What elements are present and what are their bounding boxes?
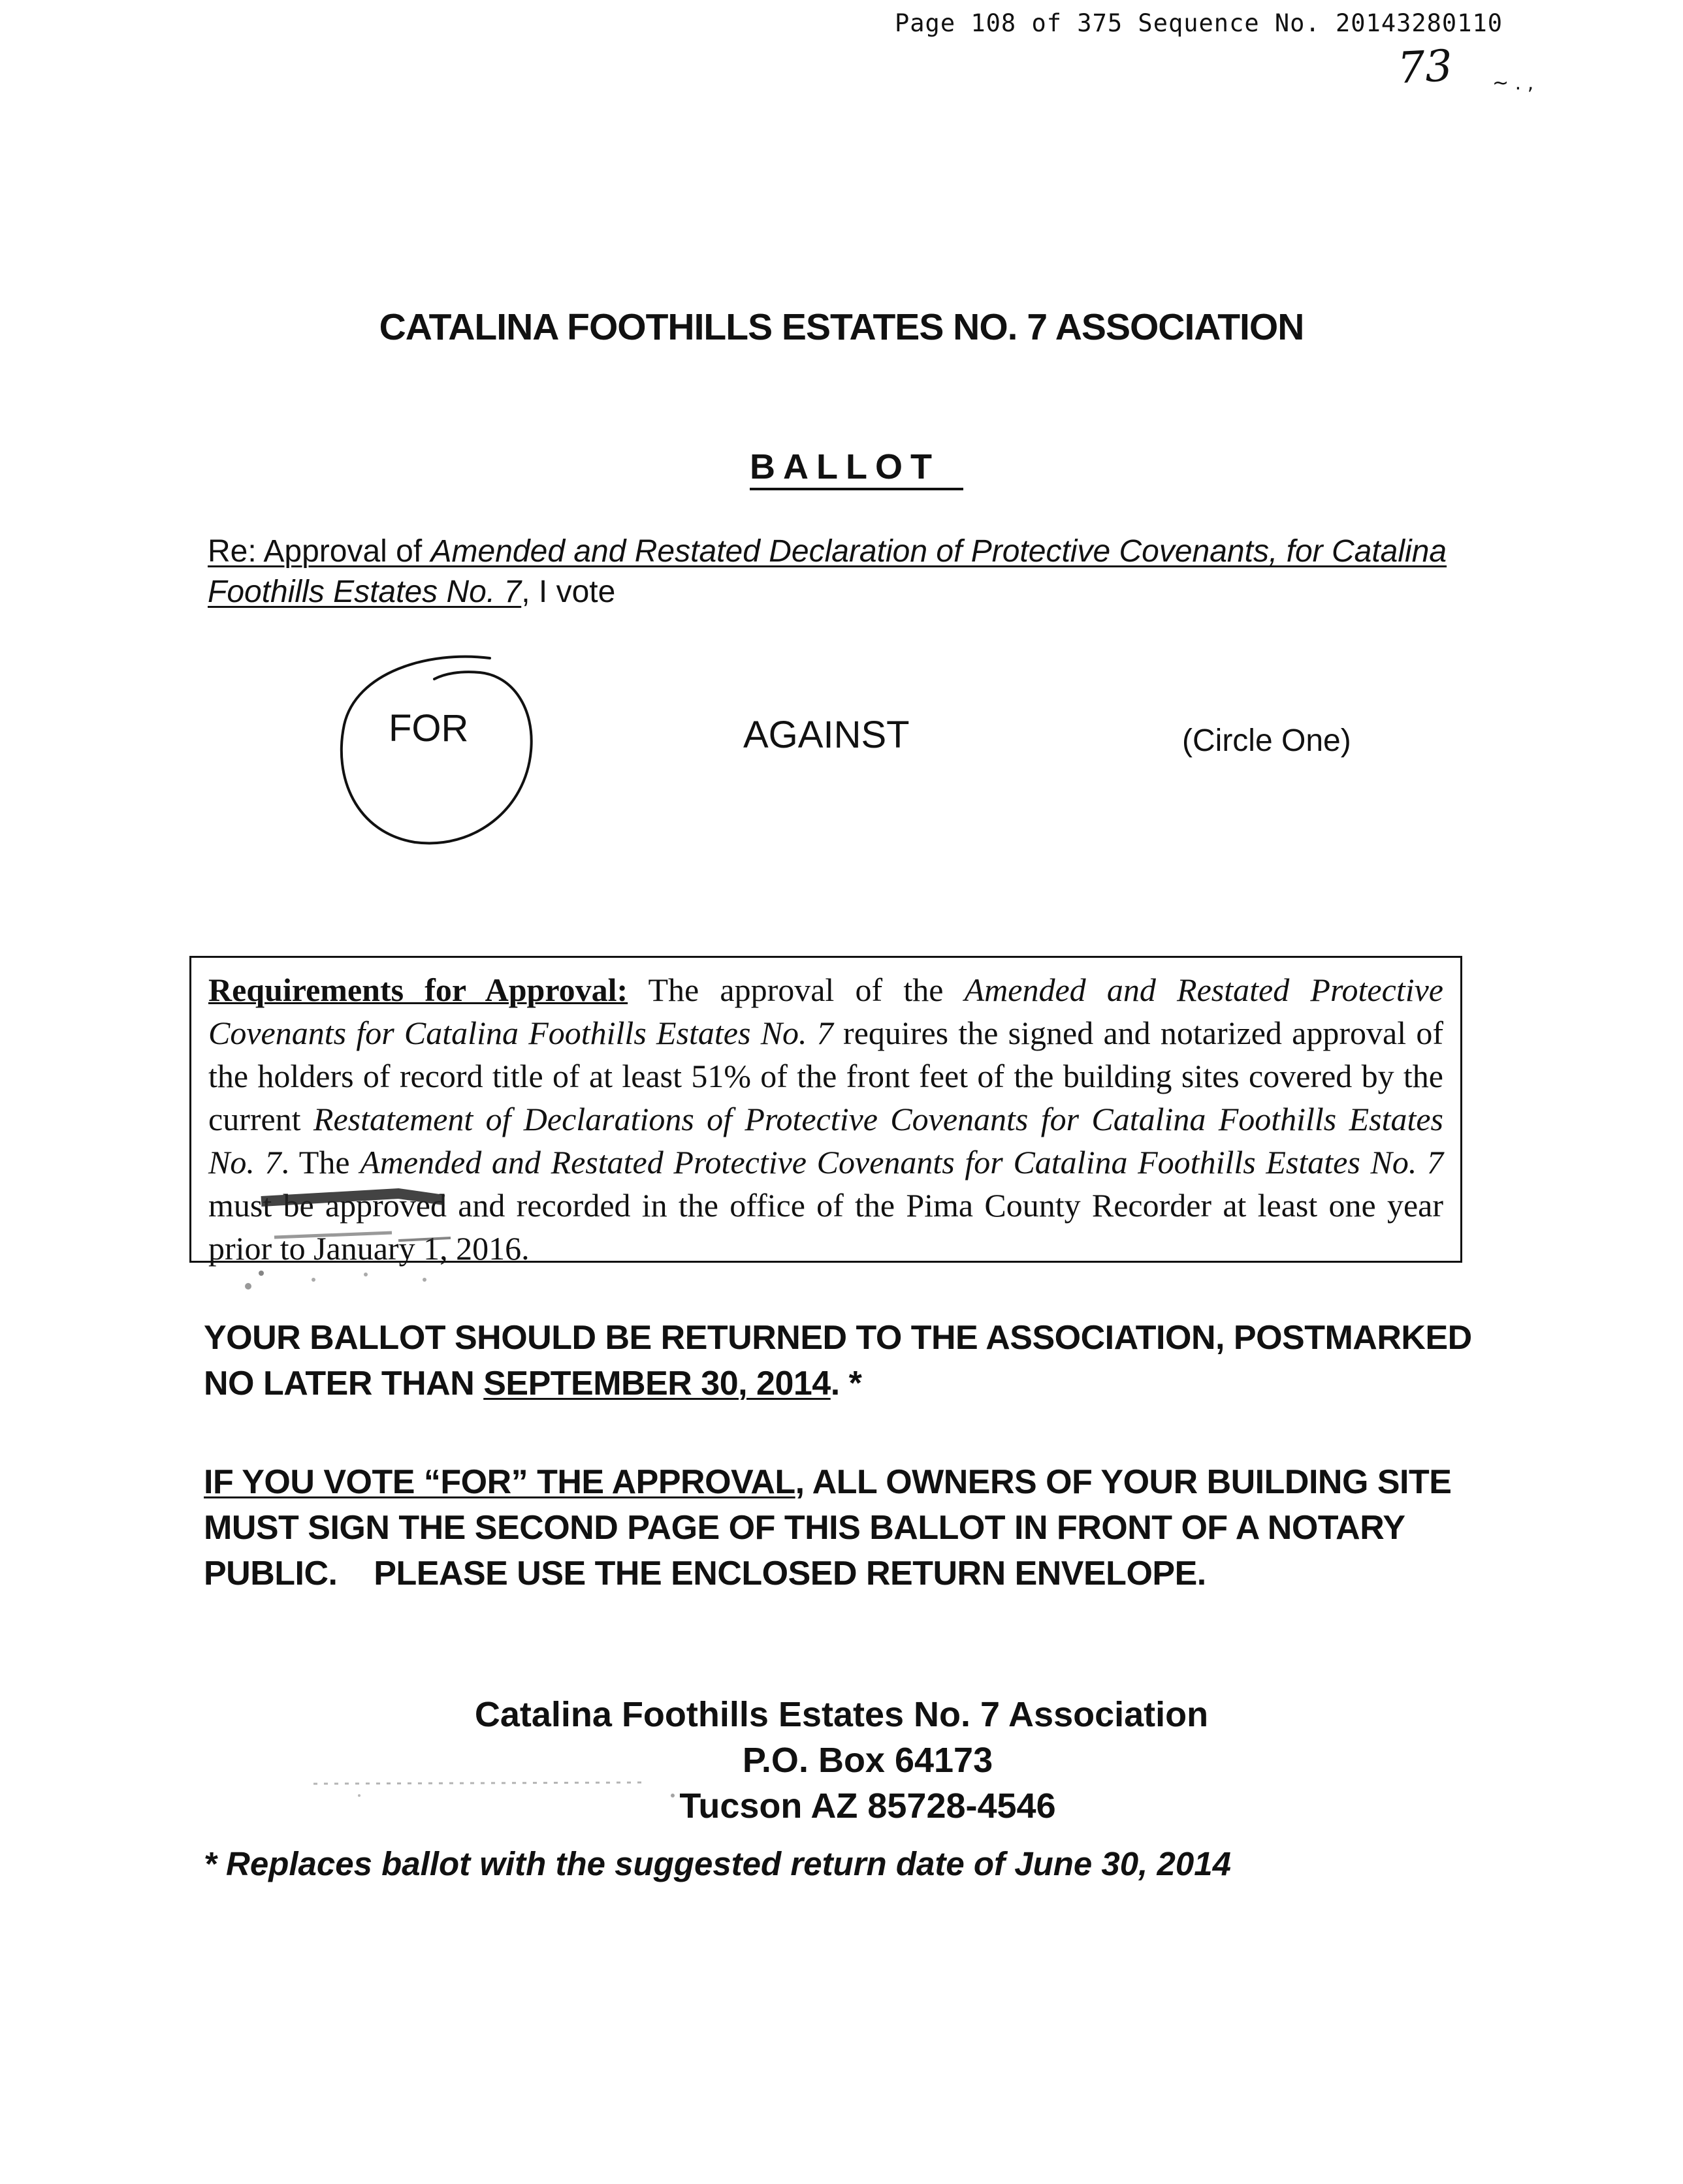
- requirements-doc-2: Restatement of Declarations of Protective Covenants for Catalina Foothills Estates No. 7: [208, 1101, 1444, 1180]
- approval-notice: [204, 1459, 1510, 1596]
- requirements-text-4: must be approved and recorded in the office of the Pima County Recorder at least one year prior to January 1, 2016.: [208, 1187, 1443, 1267]
- ballot-heading: BALLOT: [750, 446, 963, 490]
- approval-notice-rest: , ALL OWNERS OF YOUR BUILDING SITE: [795, 1463, 1452, 1501]
- handwritten-page-number: 73: [1396, 40, 1454, 94]
- footnote: * Replaces ballot with the suggested return date of June 30, 2014: [204, 1845, 1231, 1882]
- re-approval-line: [208, 531, 1481, 612]
- requirements-text-2: requires the signed and notarized approval of the holders of record title of at least 51% of the front feet of the building sites covered by the current: [208, 1015, 1443, 1137]
- re-prefix: Re: Approval of: [208, 534, 431, 569]
- address-city: Tucson AZ 85728-4546: [679, 1786, 1056, 1826]
- circle-one-instruction: (Circle One): [1182, 723, 1351, 758]
- stamp-smudge-icon: [235, 1175, 653, 1293]
- approval-notice-underlined: IF YOU VOTE “FOR” THE APPROVAL: [204, 1463, 795, 1501]
- vote-for-option[interactable]: FOR: [389, 707, 469, 750]
- return-notice-prefix: NO LATER THAN: [204, 1365, 484, 1402]
- return-deadline: SEPTEMBER 30, 2014: [483, 1365, 831, 1402]
- scan-specks-icon: [307, 1776, 699, 1802]
- approval-notice-line-3: PUBLIC. PLEASE USE THE ENCLOSED RETURN ENVELOPE.: [204, 1555, 1206, 1592]
- hand-drawn-circle-icon: [330, 646, 545, 855]
- address-po-box: P.O. Box 64173: [742, 1741, 993, 1780]
- association-title: CATALINA FOOTHILLS ESTATES NO. 7 ASSOCIATION: [379, 306, 1304, 348]
- requirements-doc-3: Amended and Restated Protective Covenants for Catalina Foothills Estates No. 7: [360, 1144, 1443, 1180]
- address-name: Catalina Foothills Estates No. 7 Association: [474, 1695, 1209, 1734]
- return-notice: [204, 1315, 1510, 1406]
- return-notice-line-2: [204, 1361, 1510, 1406]
- requirements-text-3: . The: [281, 1144, 361, 1180]
- re-suffix: , I vote: [521, 575, 616, 609]
- approval-notice-line-1: [204, 1459, 1510, 1505]
- requirements-label: Requirements for Approval:: [208, 972, 628, 1008]
- approval-notice-line-2: MUST SIGN THE SECOND PAGE OF THIS BALLOT IN FRONT OF A NOTARY: [204, 1509, 1405, 1547]
- vote-against-option[interactable]: AGAINST: [743, 714, 910, 756]
- page-sequence-header: Page 108 of 375 Sequence No. 20143280110: [895, 9, 1503, 37]
- return-notice-line-1: YOUR BALLOT SHOULD BE RETURNED TO THE ASSOCIATION, POSTMARKED: [204, 1319, 1472, 1357]
- re-document-title: Amended and Restated Declaration of Protective Covenants, for Catalina Foothills Estates No. 7: [208, 534, 1447, 609]
- requirements-text-1: The approval of the: [628, 972, 965, 1008]
- requirements-doc-1: Amended and Restated Protective Covenants for Catalina Foothills Estates No. 7: [208, 972, 1443, 1051]
- return-notice-suffix: . *: [830, 1365, 862, 1402]
- corner-pen-marks: ~ . ,: [1492, 72, 1534, 95]
